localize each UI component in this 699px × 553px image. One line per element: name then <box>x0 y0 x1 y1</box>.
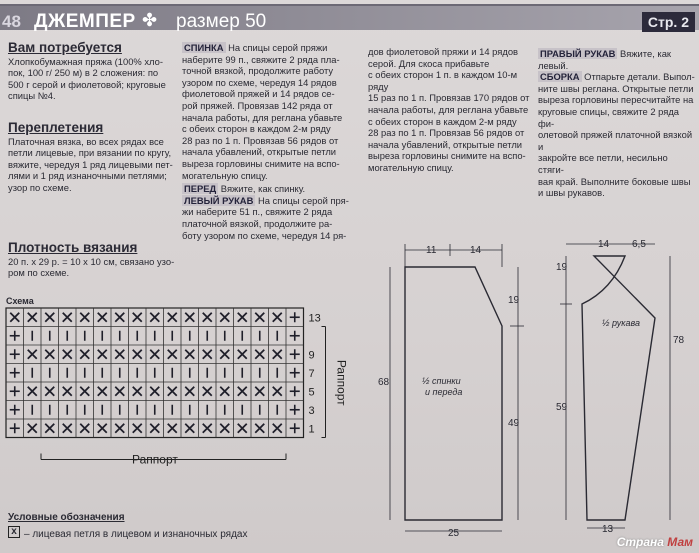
body-label: и переда <box>425 387 463 397</box>
body-label: ½ спинки <box>422 376 461 386</box>
back-line: рой пряжей. Провязав 142 ряда от <box>182 99 333 111</box>
assembly-line: вая край. Выполните боковые швы <box>538 175 691 187</box>
assembly-line: круговые спицы, свяжите 2 ряда фи- <box>538 105 680 129</box>
back-line: с обеих сторон в каждом 2-м ряду <box>182 123 331 135</box>
weaves-line: петли лицевые, при вязании по кругу, <box>8 147 172 159</box>
right-sleeve-section <box>538 48 696 199</box>
weaves-section <box>8 122 176 194</box>
sleeve-line: начала работы, для реглана убавьте <box>368 103 529 115</box>
assembly-heading: СБОРКА <box>540 71 580 83</box>
sleeve-line: дов фиолетовой пряжи и 14 рядов <box>368 46 519 57</box>
body-total-dim: 68 <box>378 377 390 388</box>
stitch-chart <box>0 300 360 480</box>
materials-line: Хлопкобумажная пряжа (100% хло- <box>8 55 163 67</box>
back-line: узором по схеме, чередуя 14 рядов <box>182 76 337 88</box>
gauge-line: 20 п. x 29 р. = 10 x 10 см, связано узо- <box>8 255 175 267</box>
watermark-part2: Мам <box>667 535 693 549</box>
sleeve-line: начала убавлений, открытые петли <box>368 138 523 150</box>
sleeve-line: с обеих сторон в каждом 2-м ряду <box>368 115 517 127</box>
schema-label: Схема <box>6 296 34 306</box>
back-line: 28 раз по 1 п. Провязав 56 рядов от <box>182 134 339 146</box>
assembly-line: и швы рукавов. <box>538 187 605 199</box>
materials-line: пок, 100 г/ 250 м) в 2 сложения: по <box>8 67 159 79</box>
row-label: 5 <box>308 386 315 399</box>
back-section <box>182 42 358 241</box>
legend-symbol: x <box>8 526 20 538</box>
sleeve-line: 15 раз по 1 п. Провязав 170 рядов от <box>368 92 530 104</box>
back-line: могательную спицу. <box>182 169 268 181</box>
front-heading: ПЕРЕД <box>184 183 217 195</box>
sleeve-bottom-dim: 13 <box>602 524 614 535</box>
body-top-right-dim: 14 <box>470 245 482 256</box>
back-line: точной вязкой, продолжите работу <box>182 65 334 77</box>
body-raglan-dim: 19 <box>508 295 520 306</box>
sleeve-top-right-dim: 6,5 <box>632 239 646 250</box>
right-sleeve-heading: ПРАВЫЙ РУКАВ <box>540 48 616 59</box>
weaves-line: узор по схеме. <box>8 181 72 193</box>
weaves-heading: Переплетения <box>8 120 104 135</box>
body-bottom-dim: 25 <box>448 528 460 539</box>
materials-heading: Вам потребуется <box>8 40 122 55</box>
sleeve-top-left-dim: 14 <box>598 239 610 250</box>
sleeve-line: серой. Для скоса прибавьте <box>368 57 490 69</box>
sleeve-raglan-dim: 19 <box>556 262 568 273</box>
left-sleeve-line: боту узором по схеме, чередуя 14 ря- <box>182 229 347 241</box>
page-label: Стр. 2 <box>642 12 695 32</box>
gauge-section <box>8 242 176 279</box>
right-sleeve-text: Вяжите, как левый. <box>538 48 672 71</box>
left-sleeve-heading: ЛЕВЫЙ РУКАВ <box>184 194 254 206</box>
assembly-line: выреза горловины пересчитайте на <box>538 94 694 106</box>
sleeve-line: 28 раз по 1 п. Провязав 56 рядов от <box>368 127 525 139</box>
back-line: На спицы серой пряжи <box>225 42 328 53</box>
front-text: Вяжите, как спинку. <box>218 183 306 195</box>
row-label: 1 <box>308 423 315 436</box>
sleeve-total-dim: 78 <box>673 335 685 346</box>
weaves-line: Платочная вязка, во всех рядах все <box>8 135 164 147</box>
back-line: выреза горловины снимите на вспо- <box>182 157 340 169</box>
sleeve-line: с обеих сторон 1 п. в каждом 10-м ряду <box>368 69 518 92</box>
row-label: 9 <box>308 349 315 362</box>
watermark-part1: Страна <box>616 535 664 549</box>
sleeve-side-dim: 59 <box>556 402 568 413</box>
materials-line: спицы №4. <box>8 90 56 102</box>
back-line: начала работы, для реглана убавьте <box>182 111 343 123</box>
row-label: 3 <box>308 404 315 417</box>
page-number: 48 <box>2 12 21 31</box>
rapport-vertical-label: Раппорт <box>334 359 349 406</box>
sleeve-label: ½ рукава <box>602 318 640 328</box>
pattern-title: ДЖЕМПЕР <box>34 11 136 32</box>
row-label: 7 <box>308 367 315 380</box>
sleeve-line: могательную спицу. <box>368 161 454 173</box>
diamond-icon: ✤ <box>142 10 158 30</box>
body-side-dim: 49 <box>508 418 520 429</box>
garment-schematic <box>340 230 695 540</box>
assembly-line: закройте все петли, несильно стяги- <box>538 152 668 175</box>
assembly-line: олетовой пряжей платочной вязкой и <box>538 129 693 152</box>
gauge-heading: Плотность вязания <box>8 240 138 255</box>
left-sleeve-line: жи наберите 51 п., свяжите 2 ряда <box>182 206 333 218</box>
weaves-line: вяжите, чередуя 1 ряд лицевыми пет- <box>8 158 173 170</box>
row-label: 13 <box>308 312 321 325</box>
back-line: наберите 99 п., свяжите 2 ряда пла- <box>182 53 340 65</box>
assembly-line: ните швы реглана. Открытые петли <box>538 82 694 94</box>
gauge-line: ром по схеме. <box>8 267 70 279</box>
sleeve-outline <box>582 256 655 520</box>
back-line: фиолетовой пряжей и 14 рядов се- <box>182 88 335 100</box>
watermark <box>617 535 693 549</box>
legend-title: Условные обозначения <box>8 512 125 523</box>
left-sleeve-continued <box>368 46 536 174</box>
left-sleeve-line: платочной вязкой, продолжите ра- <box>182 217 333 229</box>
body-top-left-dim: 11 <box>426 245 437 256</box>
pattern-size: размер 50 <box>176 11 267 32</box>
legend-text: – лицевая петля в лицевом и изнаночных рядах <box>24 529 248 540</box>
left-sleeve-line: На спицы серой пря- <box>255 194 349 206</box>
back-heading: СПИНКА <box>184 42 224 53</box>
materials-line: 500 г серой и фиолетовой; круговые <box>8 78 166 90</box>
header-bar <box>0 4 699 30</box>
sleeve-line: выреза горловины снимите на вспо- <box>368 150 526 162</box>
weaves-line: лями и 1 ряд изнаночными петлями; <box>8 170 167 182</box>
assembly-line: Отпарьте детали. Выпол- <box>581 71 695 83</box>
back-line: начала убавлений, открытые петли <box>182 146 337 158</box>
rapport-horizontal-label: Раппорт <box>132 452 178 467</box>
materials-section <box>8 42 176 102</box>
